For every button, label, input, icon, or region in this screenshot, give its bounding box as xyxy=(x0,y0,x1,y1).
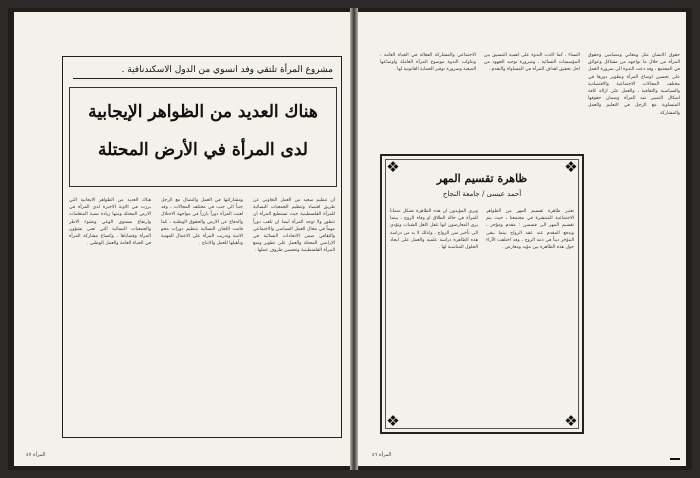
article-header: مشروع المرأة تلتقي وفد انسوي من الدول الاسكندنافية . xyxy=(73,65,333,79)
dowry-article-frame xyxy=(380,154,584,434)
body-column: ويرى المؤيدون ان هذه الظاهرة تشكل ضماناً للمرأة في حالة الطلاق او وفاة الزوج ، بينما يرى المعارضون انها تثقل كاهل الشباب وتؤدي الى تأخير سن الزواج ، ولذلك لا بد من دراسة هذه الظاهرة دراسة علمية والعمل على ايجاد الحلول المناسبة لها . xyxy=(390,209,478,251)
page-gutter xyxy=(350,8,358,470)
corner-ornament-icon: ❖ xyxy=(386,158,400,176)
body-column: النساء ، كما اكدت الندوة على اهمية التنسيق بين المؤسسات النسائية ، وضرورة توحيد الجهود من اجل تحقيق اهداف المرأة في المساواة والتقدم . xyxy=(484,53,580,73)
corner-ornament-icon: ❖ xyxy=(386,412,400,430)
page-number: المرأة ٤٦ xyxy=(372,452,392,458)
article-author: أحمد عيسى / جامعة النجاح xyxy=(442,190,522,198)
page-number: المرأة ٤٧ xyxy=(26,452,46,458)
headline-line-2: لدى المرأة في الأرض المحتلة xyxy=(98,140,308,160)
left-page xyxy=(14,12,350,466)
left-article-frame xyxy=(62,56,342,438)
magazine-spread xyxy=(8,8,692,470)
right-top-columns xyxy=(380,52,580,150)
headline-box xyxy=(69,87,337,187)
corner-ornament-icon: ❖ xyxy=(564,158,578,176)
article-title: ظاهرة تقسيم المهر xyxy=(436,172,528,185)
body-column: حقوق الانسان مثل ومعاني ومضامين وحقوق المرأة من خلال ما تواجهه من مشاكل وعوائق في المجتمع ، وقد دعت الندوة الى ضرورة العمل على تحسين اوضاع المرأة وتطوير دورها في مختلف المجالات الاجتماعية والاقتصادية والسياسية والثقافية ، والعمل على ازالة كافة اشكال التمييز ضد المرأة وضمان حقوقها المتساوية مع الرجل في التعليم والعمل والمشاركة . xyxy=(588,53,680,116)
right-page xyxy=(358,12,686,466)
body-column: تعتبر ظاهرة تقسيم المهر من الظواهر الاجتماعية المنتشرة في مجتمعنا ، حيث يتم تقسيم المهر الى قسمين : مقدم ومؤخر ، ويدفع المقدم عند عقد الزواج بينما يبقى المؤخر ديناً في ذمة الزوج ، وقد اختلفت الآراء حول هذه الظاهرة بين مؤيد ومعارض . xyxy=(486,209,574,251)
body-column: أن تنظيم سعيد من العمل التعاوني عن طريق اقتصاد وتنظيم الجمعيات النسائية للمرأة الفلسطينية حيث تستطيع المرأة ان تتطور ولا توجد المرأة ايضا ان تلعب دوراً مهماً في مجال العمل السياسي والاجتماعي والثقافي ضمن الاتحادات النسائية في الاراضي المحتلة والعمل على تطوير وضع المرأة الفلسطينية وتحسين ظروف عملها . xyxy=(253,198,335,254)
headline-line-1: هناك العديد من الظواهر الإيجابية xyxy=(88,102,318,122)
page-mark xyxy=(670,458,680,460)
body-column: هناك العديد من الظواهر الايجابية التي برزت في الاونة الاخيرة لدى المرأة في الارض المحتلة ومنها زيادة نسبة المتعلمات وارتفاع مستوى الوعي ونشوء الاطر والجمعيات النسائية التي تعنى بشؤون المرأة وقضاياها ، واتساع مشاركة المرأة في الحياة العامة والعمل الوطني . xyxy=(69,198,151,247)
body-column: الاجتماعي والمشاركة الفعالة في الحياة العامة ، وتناولت الندوة موضوع المرأة العاملة واوضاعها الصعبة وضرورة توفير الحماية القانونية لها . xyxy=(380,53,476,73)
left-body-columns xyxy=(69,197,335,427)
corner-ornament-icon: ❖ xyxy=(564,412,578,430)
body-column: ومشاركتها في العمل والنضال مع الرجل جنباً الى جنب في مختلف المجالات ، وقد لعبت المرأة دوراً بارزاً في مواجهة الاحتلال والدفاع عن الارض والحقوق الوطنية ، كما قامت اللجان النسائية بتنظيم دورات محو الامية وتدريب المرأة على الاعمال المهنية وتأهيلها للعمل والانتاج . xyxy=(161,198,243,247)
